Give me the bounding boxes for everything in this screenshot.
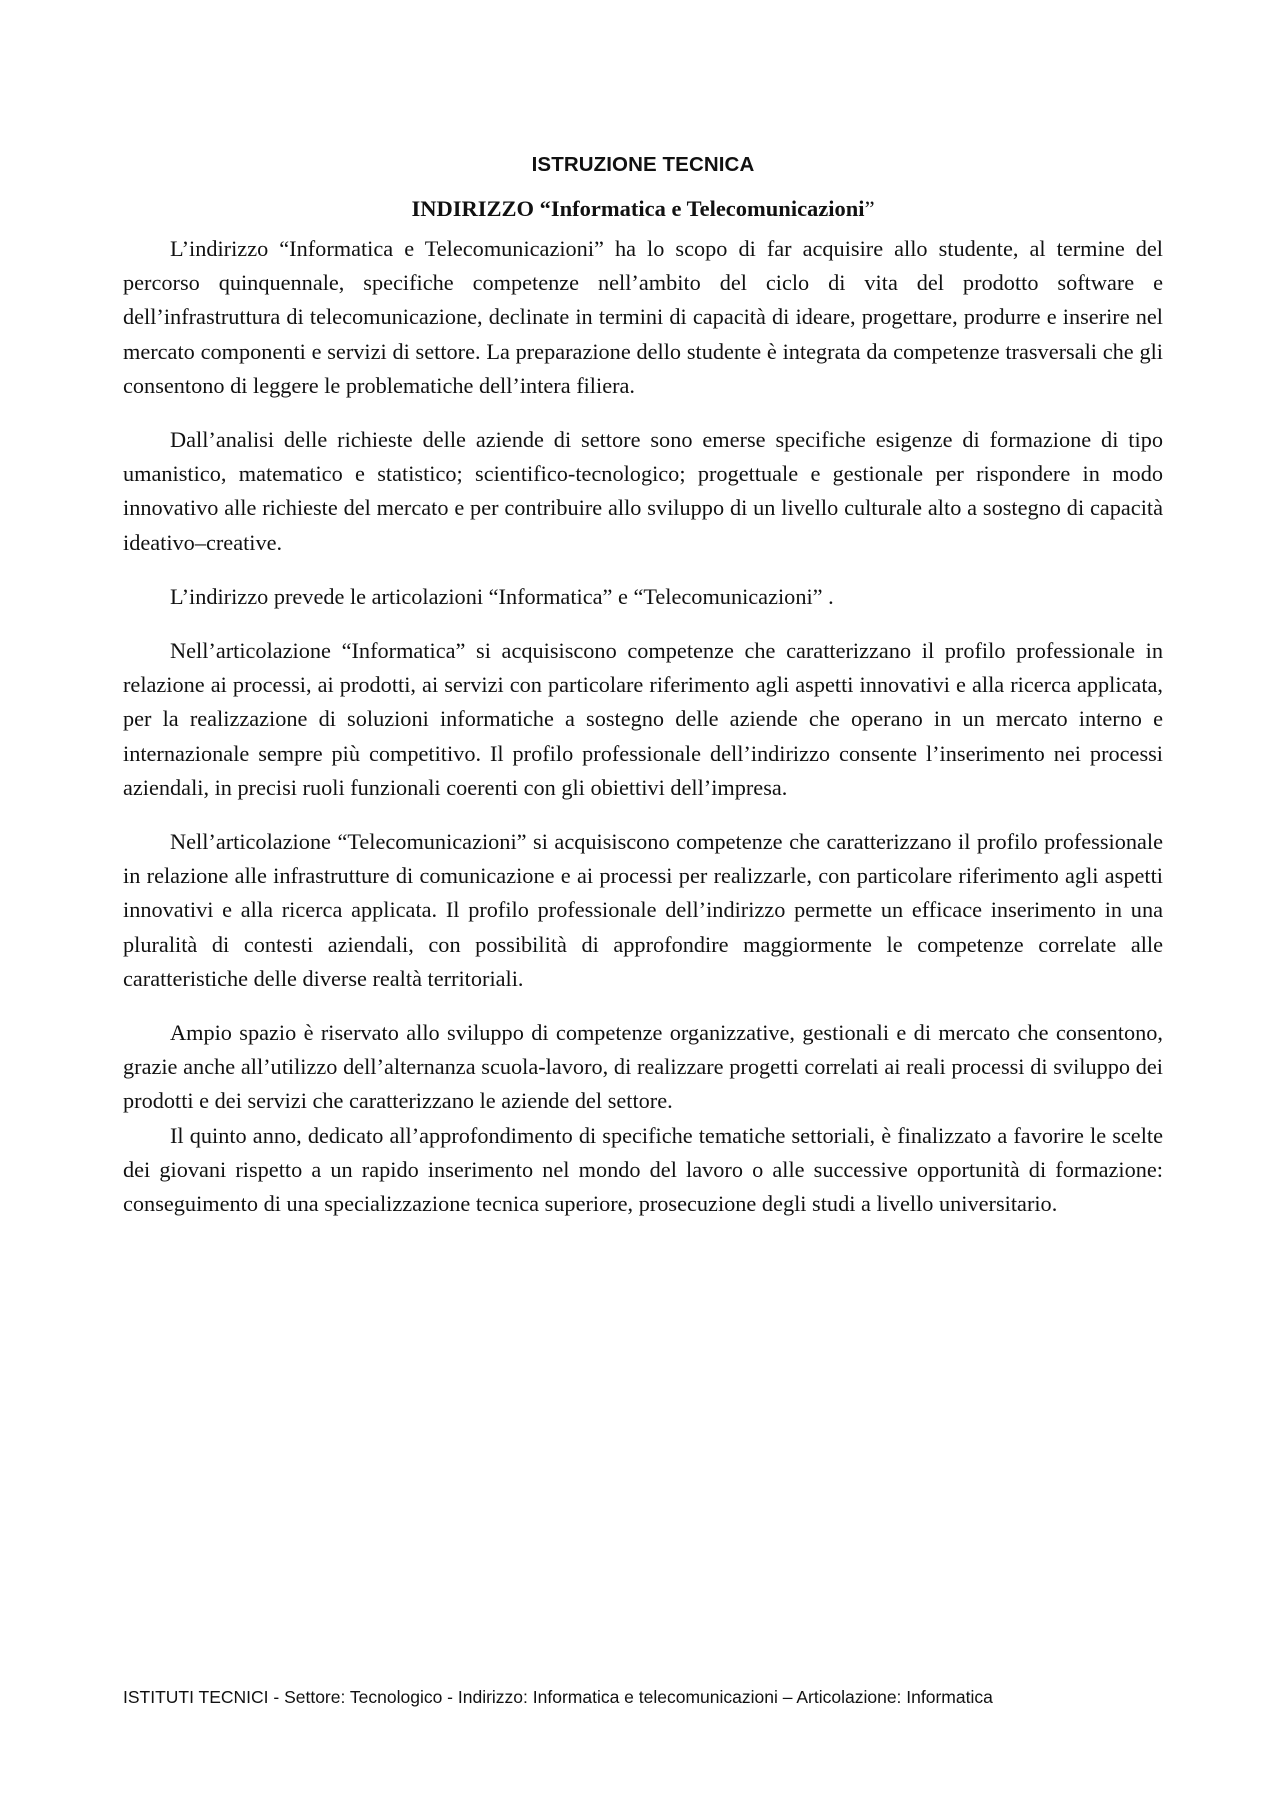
subtitle-closing-quote: ” [864,196,875,221]
document-title: ISTRUZIONE TECNICA [531,153,755,176]
paragraph-informatica: Nell’articolazione “Informatica” si acquisiscono competenze che caratterizzano il profilo professionale in relazione ai processi, ai prodotti, ai servizi con particolare riferimento agli aspetti innovativi e alla ricerca applicata, per la realizzazione di soluzioni informatiche a sostegno delle aziende che operano in un mercato interno e internazionale sempre più competitivo. Il profilo professionale dell’indirizzo consente l’inserimento nei processi aziendali, in precisi ruoli funzionali coerenti con gli obiettivi dell’impresa. [123,638,1163,800]
document-body [123,148,1163,1221]
paragraph-quinto-anno: Il quinto anno, dedicato all’approfondimento di specifiche tematiche settoriali, è finalizzato a favorire le scelte dei giovani rispetto a un rapido inserimento nel mondo del lavoro o alle successive opportunità di formazione: conseguimento di una specializzazione tecnica superiore, prosecuzione degli studi a livello universitario. [123,1122,1163,1217]
paragraph-articolazioni: L’indirizzo prevede le articolazioni “Informatica” e “Telecomunicazioni” . [170,583,834,609]
document-subtitle [123,192,1163,226]
paragraph-competenze: Ampio spazio è riservato allo sviluppo di competenze organizzative, gestionali e di mercato che consentono, grazie anche all’utilizzo dell’alternanza scuola-lavoro, di realizzare progetti correlati ai reali processi di sviluppo dei prodotti e dei servizi che caratterizzano le aziende del settore. [123,1020,1163,1114]
page-footer: ISTITUTI TECNICI - Settore: Tecnologico - Indirizzo: Informatica e telecomunicazioni – Articolazione: Informatica [123,1687,993,1707]
paragraph-telecomunicazioni: Nell’articolazione “Telecomunicazioni” si acquisiscono competenze che caratterizzano il profilo professionale in relazione alle infrastrutture di comunicazione e ai processi per realizzarle, con particolare riferimento agli aspetti innovativi e alla ricerca applicata. Il profilo professionale dell’indirizzo permette un efficace inserimento in una pluralità di contesti aziendali, con possibilità di approfondire maggiormente le competenze correlate alle caratteristiche delle diverse realtà territoriali. [123,829,1163,991]
paragraph-analysis: Dall’analisi delle richieste delle aziende di settore sono emerse specifiche esigenze di formazione di tipo umanistico, matematico e statistico; scientifico-tecnologico; progettuale e gestionale per rispondere in modo innovativo alle richieste del mercato e per contribuire allo sviluppo di un livello culturale alto a sostegno di capacità ideativo–creative. [123,427,1163,555]
paragraph-intro: L’indirizzo “Informatica e Telecomunicazioni” ha lo scopo di far acquisire allo studente, al termine del percorso quinquennale, specifiche competenze nell’ambito del ciclo di vita del prodotto software e dell’infrastruttura di telecomunicazione, declinate in termini di capacità di ideare, progettare, produrre e inserire nel mercato componenti e servizi di settore. La preparazione dello studente è integrata da competenze trasversali che gli consentono di leggere le problematiche dell’intera filiera. [123,236,1163,398]
subtitle-text: INDIRIZZO “Informatica e Telecomunicazioni [411,196,865,221]
